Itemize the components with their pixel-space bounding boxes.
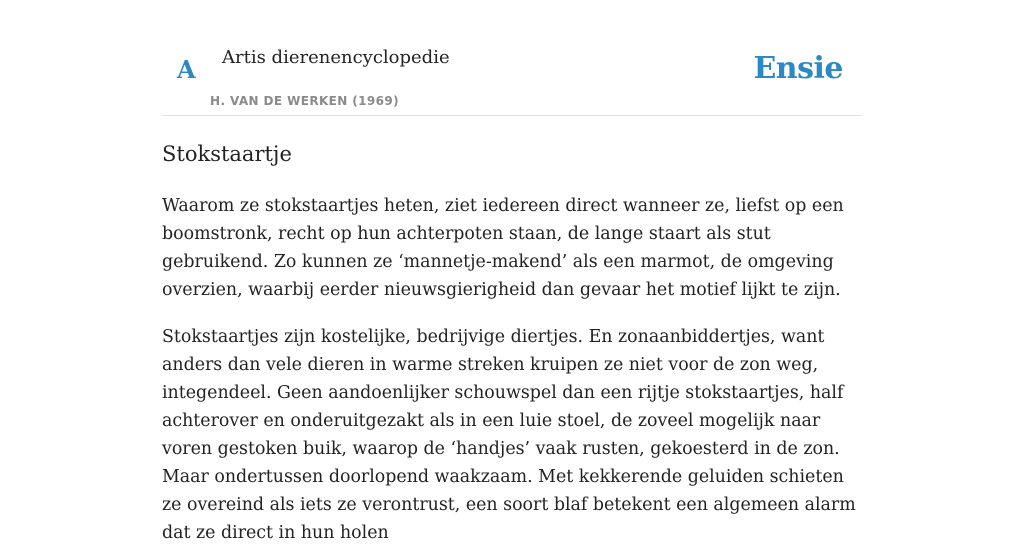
source-author: H. VAN DE WERKEN (1969)	[210, 94, 400, 108]
article-paragraph-1: Waarom ze stokstaartjes heten, ziet iedereen direct wanneer ze, liefst op een boomstronk, recht op hun achterpoten staan, de lange staart als stut gebruikend. Zo kunnen ze ‘mannetje-makend’ als een marmot, de omgeving overzien, waarbij eerder nieuwsgierigheid dan gevaar het motief lijkt te zijn.	[162, 196, 844, 300]
article-paragraph-2: Stokstaartjes zijn kostelijke, bedrijvige diertjes. En zonaanbiddertjes, want anders dan vele dieren in warme streken kruipen ze niet voor de zon weg, integendeel. Geen aandoenlijker schouwspel dan een rijtje stokstaartjes, half achterover en onderuitgezakt als in een luie stoel, de zoveel mogelijk naar voren gestoken buik, waarop de ‘handjes’ vaak rusten, gekoesterd in de zon. Maar ondertussen doorlopend waakzaam. Met kekkerende geluiden schieten ze overeind als iets ze verontrust, een soort blaf betekent een algemeen alarm dat ze direct in hun holen	[162, 327, 856, 543]
source-logo-icon[interactable]: A	[177, 55, 196, 84]
source-header	[162, 0, 862, 116]
source-title-link[interactable]: Artis dierenencyclopedie	[222, 47, 450, 68]
ensie-logo[interactable]: Ensie	[753, 51, 843, 86]
article-title: Stokstaartje	[162, 142, 292, 166]
article-body	[162, 138, 862, 547]
